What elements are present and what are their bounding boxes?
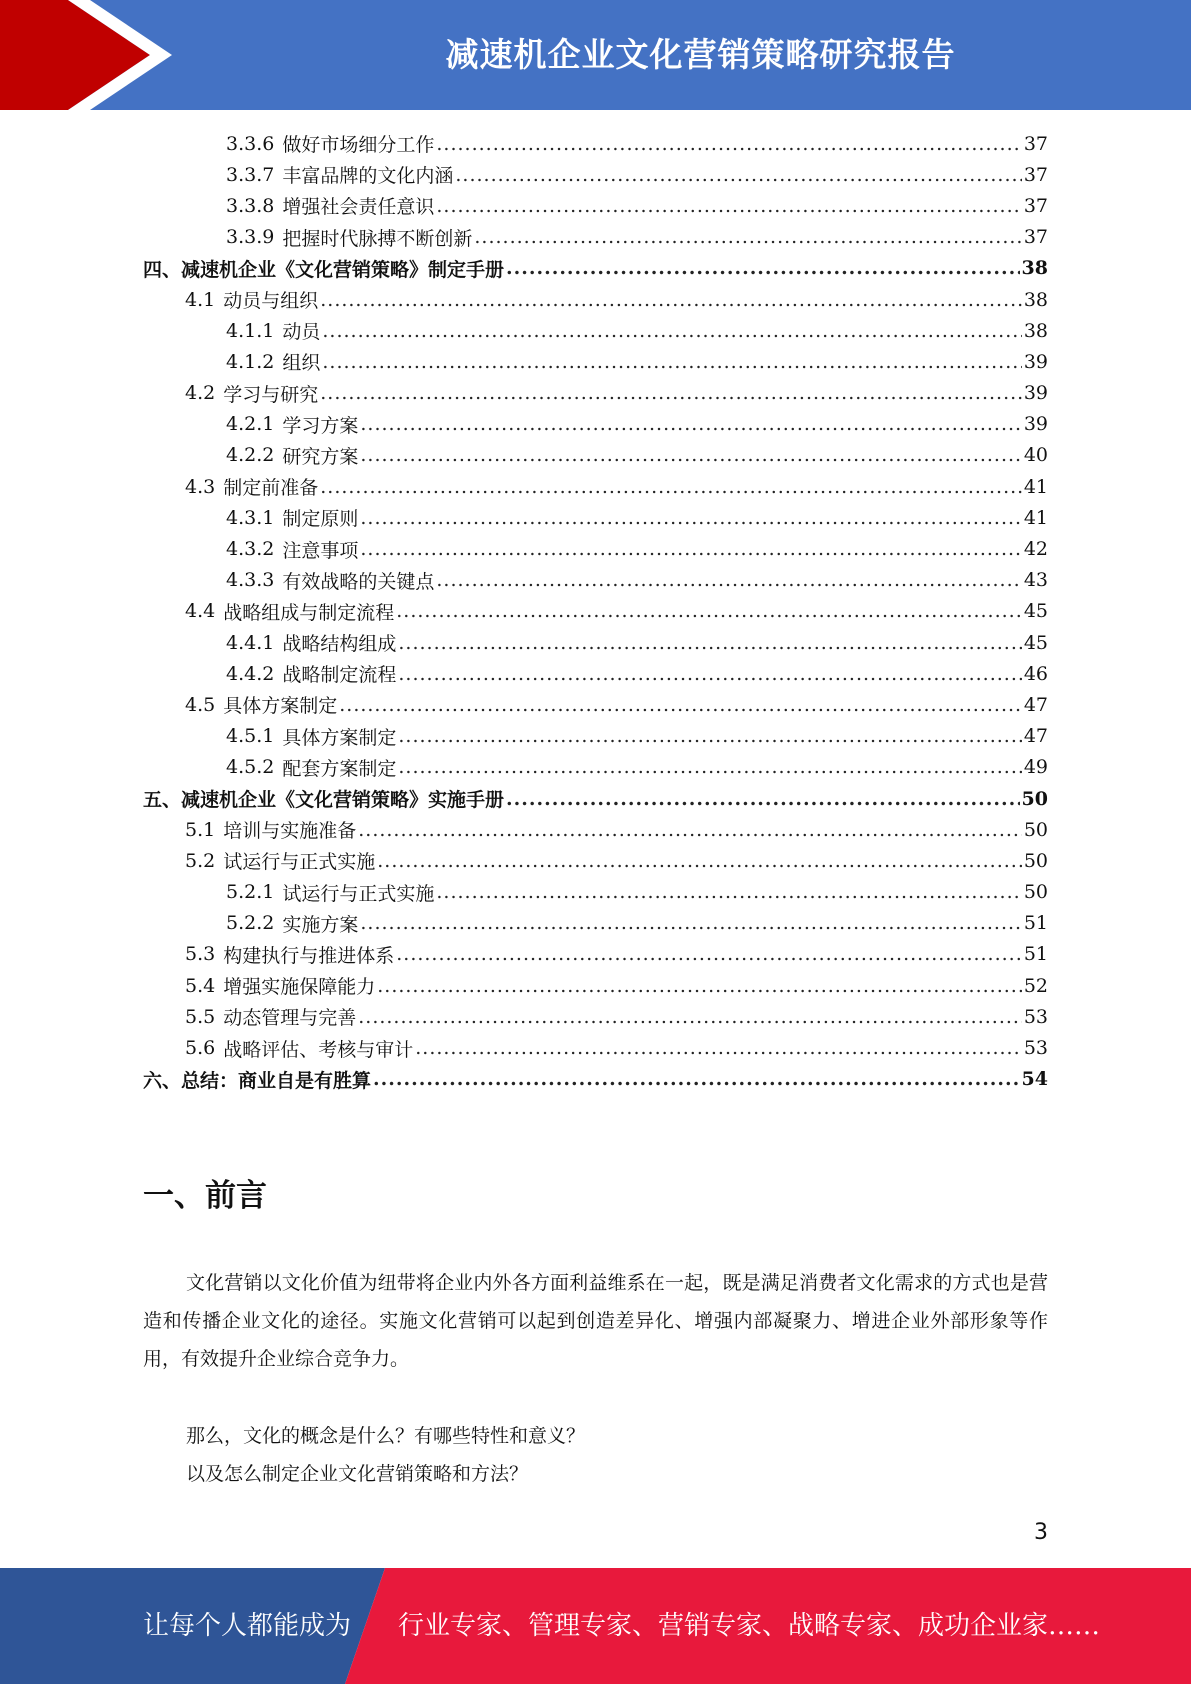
toc-entry-title: 做好市场细分工作 bbox=[282, 134, 435, 157]
toc-entry-page: 38 bbox=[1023, 288, 1048, 311]
toc-entry-title: 四、减速机企业《文化营销策略》制定手册 bbox=[143, 258, 505, 281]
toc-leader-dots bbox=[322, 351, 1021, 373]
toc-entry-page: 54 bbox=[1021, 1068, 1048, 1091]
toc-entry-title: 动态管理与完善 bbox=[223, 1007, 357, 1030]
toc-entry-number: 4.3.2 bbox=[226, 538, 275, 561]
toc-entry-number: 4.2 bbox=[185, 382, 216, 405]
toc-entry[interactable] bbox=[143, 315, 1048, 346]
toc-entry[interactable] bbox=[143, 658, 1048, 689]
toc-entry-number: 4.3.3 bbox=[226, 569, 275, 592]
toc-entry[interactable] bbox=[143, 502, 1048, 533]
toc-entry[interactable] bbox=[143, 440, 1048, 471]
toc-entry-title: 战略结构组成 bbox=[282, 633, 397, 656]
toc-entry-title: 增强社会责任意识 bbox=[282, 196, 435, 219]
toc-leader-dots bbox=[474, 226, 1021, 248]
toc-entry-title: 配套方案制定 bbox=[282, 757, 397, 780]
toc-entry-number: 4.3.1 bbox=[226, 506, 275, 529]
toc-entry-page: 50 bbox=[1023, 849, 1048, 872]
toc-entry[interactable] bbox=[143, 128, 1048, 159]
toc-entry-number: 5.6 bbox=[185, 1037, 216, 1060]
toc-entry-title: 研究方案 bbox=[282, 445, 359, 468]
toc-entry-page: 39 bbox=[1023, 382, 1048, 405]
toc-entry-number: 3.3.8 bbox=[226, 194, 275, 217]
toc-entry-title: 试运行与正式实施 bbox=[223, 851, 376, 874]
toc-entry[interactable] bbox=[143, 190, 1048, 221]
toc-leader-dots bbox=[360, 507, 1021, 529]
toc-leader-dots bbox=[396, 600, 1022, 622]
toc-entry-number: 5.5 bbox=[185, 1005, 216, 1028]
toc-entry-page: 39 bbox=[1023, 413, 1048, 436]
toc-leader-dots bbox=[436, 195, 1021, 217]
toc-entry[interactable] bbox=[143, 814, 1048, 845]
toc-leader-dots bbox=[436, 569, 1021, 591]
toc-entry-title: 动员与组织 bbox=[223, 290, 319, 313]
toc-entry-number: 5.1 bbox=[185, 818, 216, 841]
toc-entry-page: 40 bbox=[1023, 444, 1048, 467]
toc-entry-title: 增强实施保障能力 bbox=[223, 976, 376, 999]
toc-entry-title: 实施方案 bbox=[282, 913, 359, 936]
toc-leader-dots bbox=[320, 289, 1022, 311]
toc-entry-page: 45 bbox=[1023, 600, 1048, 623]
toc-leader-dots bbox=[320, 382, 1022, 404]
toc-entry-page: 43 bbox=[1023, 569, 1048, 592]
page-header bbox=[0, 0, 1191, 110]
toc-entry-page: 46 bbox=[1023, 662, 1048, 685]
toc-entry-number: 4.5.2 bbox=[226, 756, 275, 779]
toc-entry-title: 注意事项 bbox=[282, 539, 359, 562]
toc-entry-number: 3.3.6 bbox=[226, 132, 275, 155]
toc-entry-title: 把握时代脉搏不断创新 bbox=[282, 227, 473, 250]
toc-entry[interactable] bbox=[143, 284, 1048, 315]
toc-leader-dots bbox=[398, 632, 1021, 654]
toc-leader-dots bbox=[415, 1037, 1022, 1059]
toc-leader-dots bbox=[436, 133, 1021, 155]
toc-entry-page: 41 bbox=[1023, 475, 1048, 498]
toc-entry-number: 4.4 bbox=[185, 600, 216, 623]
toc-entry-page: 39 bbox=[1023, 350, 1048, 373]
toc-entry-title: 六、总结：商业自是有胜算 bbox=[143, 1069, 372, 1092]
toc-entry-page: 52 bbox=[1023, 974, 1048, 997]
page-footer bbox=[0, 1568, 1191, 1684]
toc-entry-title: 有效战略的关键点 bbox=[282, 570, 435, 593]
toc-entry[interactable] bbox=[143, 409, 1048, 440]
toc-entry-title: 战略制定流程 bbox=[282, 664, 397, 687]
toc-entry-number: 4.5 bbox=[185, 693, 216, 716]
toc-leader-dots bbox=[398, 725, 1021, 747]
toc-entry-title: 具体方案制定 bbox=[223, 695, 338, 718]
toc-entry-title: 战略组成与制定流程 bbox=[223, 601, 395, 624]
toc-entry[interactable] bbox=[143, 159, 1048, 190]
toc-entry-title: 试运行与正式实施 bbox=[282, 882, 435, 905]
toc-entry-page: 51 bbox=[1023, 912, 1048, 935]
toc-entry[interactable] bbox=[143, 877, 1048, 908]
toc-entry-page: 50 bbox=[1023, 818, 1048, 841]
toc-entry-page: 37 bbox=[1023, 194, 1048, 217]
toc-entry-page: 50 bbox=[1021, 787, 1048, 810]
toc-entry[interactable] bbox=[143, 222, 1048, 253]
section-heading: 一、前言 bbox=[143, 1178, 267, 1214]
toc-entry-number: 4.4.1 bbox=[226, 631, 275, 654]
toc-entry[interactable] bbox=[143, 627, 1048, 658]
toc-entry-number: 3.3.7 bbox=[226, 163, 275, 186]
toc-entry[interactable] bbox=[143, 752, 1048, 783]
toc-entry-number: 5.2.2 bbox=[226, 912, 275, 935]
table-of-contents bbox=[143, 128, 1048, 1095]
toc-leader-dots bbox=[339, 694, 1022, 716]
footer-slogan-right: 行业专家、管理专家、营销专家、战略专家、成功企业家…… bbox=[398, 1611, 1101, 1641]
toc-entry[interactable] bbox=[143, 845, 1048, 876]
toc-leader-dots bbox=[377, 850, 1022, 872]
toc-leader-dots bbox=[398, 663, 1021, 685]
toc-entry-title: 培训与实施准备 bbox=[223, 820, 357, 843]
toc-entry-title: 制定原则 bbox=[282, 508, 359, 531]
toc-entry-page: 47 bbox=[1023, 725, 1048, 748]
toc-entry-page: 50 bbox=[1023, 881, 1048, 904]
toc-entry-page: 38 bbox=[1021, 257, 1048, 280]
toc-entry-page: 47 bbox=[1023, 693, 1048, 716]
toc-entry-title: 具体方案制定 bbox=[282, 726, 397, 749]
toc-leader-dots bbox=[396, 943, 1022, 965]
toc-entry[interactable] bbox=[143, 1001, 1048, 1032]
toc-entry-number: 5.4 bbox=[185, 974, 216, 997]
question-line: 那么，文化的概念是什么？有哪些特性和意义？ bbox=[186, 1425, 586, 1447]
toc-chapter-entry[interactable] bbox=[143, 783, 1048, 814]
toc-entry[interactable] bbox=[143, 939, 1048, 970]
toc-leader-dots bbox=[358, 819, 1022, 841]
toc-entry-number: 4.1 bbox=[185, 288, 216, 311]
toc-entry-number: 3.3.9 bbox=[226, 226, 275, 249]
toc-leader-dots bbox=[360, 444, 1021, 466]
toc-leader-dots bbox=[358, 1006, 1022, 1028]
toc-entry-page: 53 bbox=[1023, 1037, 1048, 1060]
toc-entry-number: 5.3 bbox=[185, 943, 216, 966]
toc-entry-number: 5.2.1 bbox=[226, 881, 275, 904]
toc-entry-number: 5.2 bbox=[185, 849, 216, 872]
toc-leader-dots bbox=[320, 476, 1022, 498]
toc-entry[interactable] bbox=[143, 378, 1048, 409]
toc-entry-page: 41 bbox=[1023, 506, 1048, 529]
toc-entry-number: 4.2.2 bbox=[226, 444, 275, 467]
toc-entry-title: 构建执行与推进体系 bbox=[223, 944, 395, 967]
toc-entry-number: 4.3 bbox=[185, 475, 216, 498]
toc-leader-dots bbox=[322, 320, 1021, 342]
toc-entry-title: 战略评估、考核与审计 bbox=[223, 1038, 414, 1061]
toc-entry-page: 42 bbox=[1023, 538, 1048, 561]
toc-entry[interactable] bbox=[143, 346, 1048, 377]
toc-chapter-entry[interactable] bbox=[143, 253, 1048, 284]
toc-entry-title: 五、减速机企业《文化营销策略》实施手册 bbox=[143, 789, 505, 812]
toc-leader-dots bbox=[373, 1068, 1020, 1090]
footer-slogan-left: 让每个人都能成为 bbox=[143, 1611, 352, 1641]
toc-leader-dots bbox=[436, 881, 1021, 903]
toc-entry-page: 38 bbox=[1023, 319, 1048, 342]
toc-entry[interactable] bbox=[143, 596, 1048, 627]
toc-entry-page: 37 bbox=[1023, 226, 1048, 249]
toc-entry[interactable] bbox=[143, 533, 1048, 564]
toc-entry-title: 丰富品牌的文化内涵 bbox=[282, 165, 454, 188]
toc-leader-dots bbox=[506, 257, 1020, 279]
toc-leader-dots bbox=[506, 788, 1020, 810]
toc-entry-title: 学习与研究 bbox=[223, 383, 319, 406]
toc-entry[interactable] bbox=[143, 908, 1048, 939]
toc-entry-page: 45 bbox=[1023, 631, 1048, 654]
toc-entry-title: 制定前准备 bbox=[223, 477, 319, 500]
toc-leader-dots bbox=[360, 413, 1021, 435]
toc-leader-dots bbox=[377, 975, 1022, 997]
toc-entry[interactable] bbox=[143, 1032, 1048, 1063]
toc-entry-page: 37 bbox=[1023, 163, 1048, 186]
toc-entry-page: 53 bbox=[1023, 1005, 1048, 1028]
intro-paragraph: 文化营销以文化价值为纽带将企业内外各方面利益维系在一起，既是满足消费者文化需求的方式也是营造和传播企业文化的途径。实施文化营销可以起到创造差异化、增强内部凝聚力、增进企业外部形象等作用，有效提升企业综合竞争力。 bbox=[143, 1272, 1048, 1370]
toc-entry-page: 51 bbox=[1023, 943, 1048, 966]
page-number: 3 bbox=[1034, 1520, 1048, 1545]
toc-entry-number: 4.2.1 bbox=[226, 413, 275, 436]
toc-entry-title: 组织 bbox=[282, 352, 321, 375]
toc-entry[interactable] bbox=[143, 970, 1048, 1001]
toc-entry-page: 49 bbox=[1023, 756, 1048, 779]
toc-entry-title: 动员 bbox=[282, 321, 321, 344]
toc-leader-dots bbox=[455, 164, 1021, 186]
toc-entry-number: 4.1.1 bbox=[226, 319, 275, 342]
toc-entry[interactable] bbox=[143, 721, 1048, 752]
toc-entry[interactable] bbox=[143, 565, 1048, 596]
toc-entry-title: 学习方案 bbox=[282, 414, 359, 437]
toc-entry-page: 37 bbox=[1023, 132, 1048, 155]
toc-leader-dots bbox=[360, 538, 1021, 560]
toc-entry[interactable] bbox=[143, 689, 1048, 720]
toc-entry-number: 4.1.2 bbox=[226, 350, 275, 373]
toc-entry-number: 4.5.1 bbox=[226, 725, 275, 748]
toc-entry[interactable] bbox=[143, 471, 1048, 502]
toc-leader-dots bbox=[398, 756, 1021, 778]
document-title: 减速机企业文化营销策略研究报告 bbox=[445, 35, 956, 74]
toc-entry-number: 4.4.2 bbox=[226, 662, 275, 685]
toc-leader-dots bbox=[360, 912, 1021, 934]
toc-chapter-entry[interactable] bbox=[143, 1064, 1048, 1095]
question-line: 以及怎么制定企业文化营销策略和方法？ bbox=[186, 1463, 529, 1485]
